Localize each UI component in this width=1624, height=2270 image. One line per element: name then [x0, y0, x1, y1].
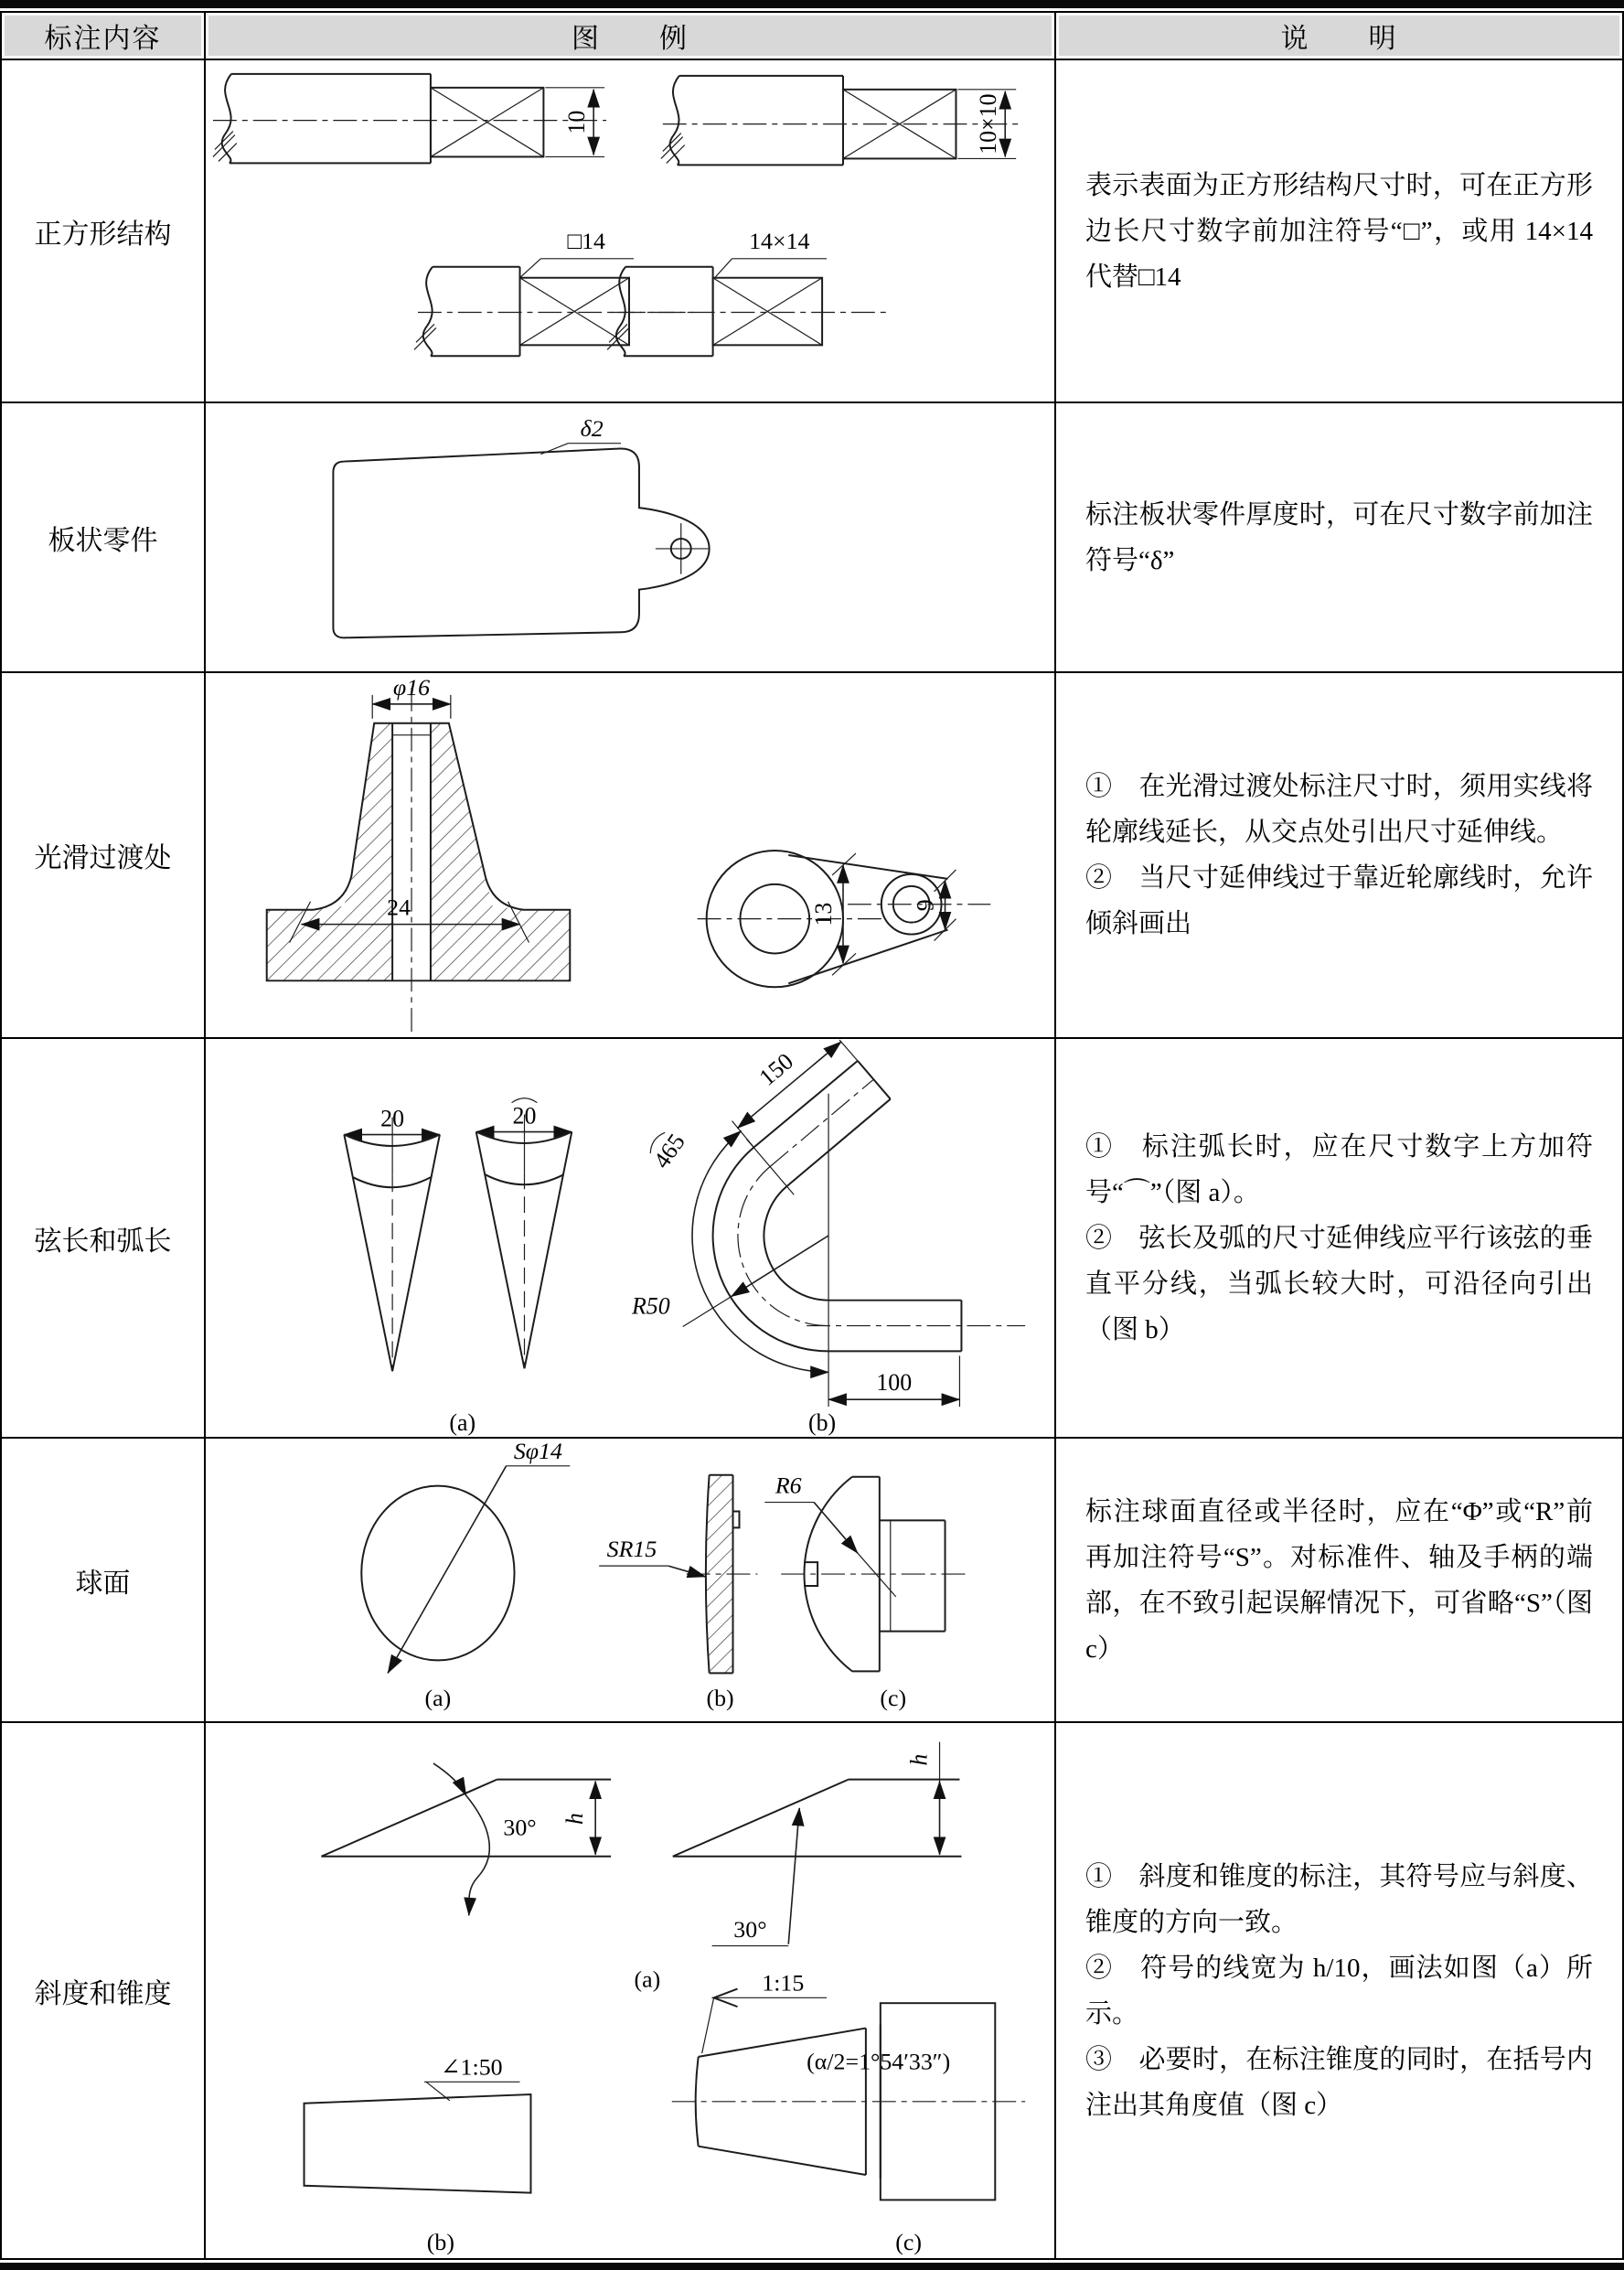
square-fig-top-left: [213, 74, 606, 163]
exp-slope-taper-p3: ③ 必要时，在标注锥度的同时，在括号内注出其角度值（图 c）: [1085, 2044, 1593, 2120]
row-slope-taper-figure: [206, 1723, 1056, 2258]
exp-square-p1: 表示表面为正方形结构尺寸时，可在正方形边长尺寸数字前加注符号“□”，或用 14×14 代替□14: [1085, 170, 1593, 292]
square-fig-bottom-right: [607, 228, 889, 356]
square-fig-bottom-left: [414, 228, 698, 356]
dim-label-150: 150: [753, 1047, 799, 1091]
fig-plate-part: [206, 403, 1054, 671]
dim-label-angle: (α/2=1°54′33″): [807, 2048, 951, 2075]
row-slope-taper-title: [2, 1723, 206, 2258]
sub-label-a: (a): [449, 1409, 476, 1437]
hub-oblique-view: [698, 851, 991, 987]
sub-label-c: (c): [880, 1685, 907, 1712]
dim-label-20-chord: 20: [380, 1105, 405, 1132]
row-square-figure: [206, 60, 1056, 403]
exp-slope-taper-p1: ① 斜度和锥度的标注，其符号应与斜度、锥度的方向一致。: [1085, 1861, 1593, 1937]
row-transition-explanation: [1056, 673, 1622, 1039]
exp-chord-arc-p2: ② 弦长及弧的尺寸延伸线应平行该弦的垂直平分线，当弧长较大时，可沿径向引出（图 b）: [1085, 1223, 1593, 1344]
dim-label-h-left: h: [561, 1813, 589, 1826]
dim-label-13: 13: [810, 902, 838, 926]
exp-sphere-p1: 标注球面直径或半径时，应在“Φ”或“R”前再加注符号“S”。对标准件、轴及手柄的端部，在不致引起误解情况下，可省略“S”（图 c）: [1085, 1496, 1593, 1664]
dim-label-phi16: φ16: [392, 673, 431, 701]
exp-plate-p1: 标注板状零件厚度时，可在尺寸数字前加注符号“δ”: [1085, 499, 1593, 575]
row-plate-figure: [206, 403, 1056, 673]
sub-label-b: (b): [426, 2229, 454, 2256]
header-illustration: [206, 13, 1056, 60]
slope-symbol-left: [321, 1763, 611, 1915]
dim-label-465: 465: [647, 1129, 690, 1173]
header-explanation: [1056, 13, 1622, 60]
plate-outline: [333, 448, 709, 637]
row-sphere-figure: [206, 1439, 1056, 1723]
cone-arc: [476, 1098, 572, 1369]
row-transition-title: [2, 673, 206, 1039]
fig-sphere: [206, 1439, 1054, 1721]
exp-transition-p1: ① 在光滑过渡处标注尺寸时，须用实线将轮廓线延长，从交点处引出尺寸延伸线。: [1085, 772, 1593, 847]
row-square-explanation: [1056, 60, 1622, 403]
dimensioning-table: [0, 11, 1624, 2260]
slope-part: [304, 2054, 531, 2193]
fig-square-structure: [206, 60, 1054, 402]
bottom-rule: [0, 2263, 1624, 2270]
dim-label-30-right: 30°: [733, 1916, 767, 1943]
row-transition-title-text: 光滑过渡处: [34, 843, 172, 873]
dim-label-10x10: 10×10: [975, 93, 1002, 155]
row-chord-arc-figure: [206, 1039, 1056, 1439]
row-transition-figure: [206, 673, 1056, 1039]
header-explanation-label: 说 明: [1280, 24, 1398, 54]
sub-label-b: (b): [808, 1409, 837, 1437]
fig-smooth-transition: [206, 673, 1054, 1037]
row-slope-taper-title-text: 斜度和锥度: [34, 1978, 172, 2009]
dim-label-24: 24: [387, 894, 411, 921]
fig-chord-arc: [206, 1039, 1054, 1437]
dim-label-slope: ∠1:50: [440, 2053, 503, 2081]
cone-chord: [344, 1106, 440, 1372]
arc-length-label: [644, 1126, 689, 1173]
row-slope-taper-explanation: [1056, 1723, 1622, 2258]
boss-section: [267, 674, 571, 1033]
dim-label-sphi14: Sφ14: [513, 1439, 563, 1464]
dim-label-h-right: h: [905, 1753, 933, 1766]
row-square-title: [2, 60, 206, 403]
dim-label-100: 100: [876, 1369, 913, 1397]
slope-symbol-right: [673, 1742, 962, 1946]
header-annotation-label: 标注内容: [44, 24, 162, 54]
row-square-title-text: 正方形结构: [34, 219, 172, 250]
top-rule: [0, 0, 1624, 8]
row-chord-arc-title: [2, 1039, 206, 1439]
dim-label-sr15: SR15: [606, 1536, 657, 1563]
dim-label-r6: R6: [775, 1472, 802, 1499]
dim-label-delta2: δ2: [580, 414, 604, 442]
square-fig-top-right: [661, 76, 1018, 165]
dim-label-14x14: 14×14: [749, 227, 810, 254]
sub-label-c: (c): [895, 2229, 923, 2256]
exp-slope-taper-p2: ② 符号的线宽为 h/10，画法如图（a）所示。: [1085, 1953, 1593, 2029]
dim-label-20-arc: 20: [512, 1102, 537, 1130]
sub-label-b: (b): [706, 1685, 734, 1712]
row-sphere-title: [2, 1439, 206, 1723]
sub-label-a: (a): [424, 1685, 452, 1712]
row-plate-title: [2, 403, 206, 673]
row-chord-arc-title-text: 弦长和弧长: [34, 1226, 172, 1257]
dim-label-10: 10: [563, 110, 591, 134]
header-illustration-label: 图 例: [572, 24, 689, 54]
dim-label-r50: R50: [631, 1292, 670, 1320]
taper-part: [672, 1970, 1025, 2200]
bent-pipe: [631, 1040, 1025, 1407]
dim-label-30-left: 30°: [503, 1814, 537, 1841]
sphere-diameter-view: [361, 1439, 570, 1673]
row-plate-title-text: 板状零件: [48, 525, 158, 556]
sphere-radius-disc-view: [599, 1475, 757, 1674]
row-plate-explanation: [1056, 403, 1622, 673]
row-chord-arc-explanation: [1056, 1039, 1622, 1439]
round-head-screw-view: [764, 1472, 970, 1672]
row-sphere-title-text: 球面: [75, 1568, 131, 1599]
dim-label-sq14: □14: [567, 227, 605, 254]
exp-chord-arc-p1: ① 标注弧长时，应在尺寸数字上方加符号“⌒”（图 a）。: [1085, 1131, 1593, 1207]
row-sphere-explanation: [1056, 1439, 1622, 1723]
exp-transition-p2: ② 当尺寸延伸线过于靠近轮廓线时，允许倾斜画出: [1085, 863, 1593, 938]
dim-label-taper: 1:15: [762, 1969, 805, 1997]
sub-label-a: (a): [634, 1965, 661, 1993]
dim-label-9: 9: [912, 899, 939, 912]
header-annotation-content: [2, 13, 206, 60]
fig-slope-taper: [206, 1724, 1054, 2257]
